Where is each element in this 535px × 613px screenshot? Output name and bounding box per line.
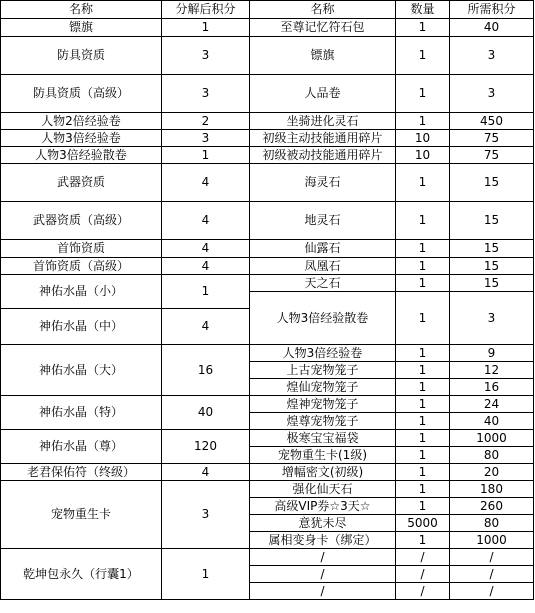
table-row [1,549,534,566]
right-item-qty: 1 [396,37,450,75]
table-row [1,481,534,498]
left-item-name: 首饰资质 [1,240,162,258]
right-item-qty: 10 [396,147,450,164]
table-row [1,345,534,362]
left-item-points: 3 [162,75,250,113]
right-item-points: 15 [450,202,534,240]
right-item-qty: / [396,583,450,600]
right-item-qty: 1 [396,396,450,413]
left-item-points: 4 [162,240,250,258]
table-row [1,240,534,258]
left-item-points: 4 [162,202,250,240]
left-item-points: 1 [162,147,250,164]
table-row [1,430,534,447]
table-row [1,19,534,37]
left-item-points: 3 [162,37,250,75]
right-item-qty: 1 [396,240,450,258]
right-item-name: 坐骑进化灵石 [250,113,396,130]
right-item-points: 16 [450,379,534,396]
right-item-name: / [250,566,396,583]
right-item-qty: 1 [396,202,450,240]
right-item-points: / [450,566,534,583]
left-item-points: 4 [162,464,250,481]
left-item-name: 乾坤包永久（行囊1） [1,549,162,600]
header-left-name: 名称 [1,1,162,19]
right-item-points: 450 [450,113,534,130]
header-right-name: 名称 [250,1,396,19]
right-item-name: 人品卷 [250,75,396,113]
right-item-points: 40 [450,19,534,37]
left-item-points: 2 [162,113,250,130]
left-item-name: 老君保佑符（终级） [1,464,162,481]
left-item-name: 镖旗 [1,19,162,37]
right-item-points: 40 [450,413,534,430]
right-item-qty: 1 [396,275,450,292]
right-item-name: 地灵石 [250,202,396,240]
left-item-name: 神佑水晶（特） [1,396,162,430]
table-row [1,396,534,413]
left-item-name: 宠物重生卡 [1,481,162,549]
left-item-name: 神佑水晶（小） [1,275,162,309]
right-item-name: 强化仙天石 [250,481,396,498]
right-item-qty: 1 [396,532,450,549]
right-item-name: 上古宠物笼子 [250,362,396,379]
left-item-name: 首饰资质（高级） [1,258,162,275]
left-item-name: 人物3倍经验散卷 [1,147,162,164]
right-item-name: 仙露石 [250,240,396,258]
right-item-name: 至尊记忆符石包 [250,19,396,37]
right-item-points: 15 [450,258,534,275]
right-item-name: 镖旗 [250,37,396,75]
right-item-qty: 1 [396,362,450,379]
right-item-points: 9 [450,345,534,362]
right-item-qty: 1 [396,447,450,464]
left-item-points: 3 [162,481,250,549]
table-row [1,164,534,202]
right-item-qty: 1 [396,345,450,362]
right-item-name: 意犹未尽 [250,515,396,532]
right-item-points: 15 [450,240,534,258]
left-item-points: 40 [162,396,250,430]
right-item-qty: 1 [396,258,450,275]
right-item-points: 1000 [450,532,534,549]
table-row [1,113,534,130]
right-item-name: / [250,549,396,566]
right-item-points: 12 [450,362,534,379]
right-item-qty: 5000 [396,515,450,532]
left-item-name: 神佑水晶（尊） [1,430,162,464]
left-item-name: 人物3倍经验卷 [1,130,162,147]
right-item-points: 3 [450,292,534,345]
left-item-points: 4 [162,164,250,202]
right-item-name: 初级被动技能通用碎片 [250,147,396,164]
right-item-qty: 1 [396,481,450,498]
right-item-name: 海灵石 [250,164,396,202]
right-item-qty: 1 [396,75,450,113]
right-item-name: 天之石 [250,275,396,292]
left-item-name: 防具资质 [1,37,162,75]
right-item-name: 初级主动技能通用碎片 [250,130,396,147]
right-item-qty: 1 [396,413,450,430]
right-item-qty: 1 [396,113,450,130]
left-item-points: 3 [162,130,250,147]
left-item-name: 神佑水晶（大） [1,345,162,396]
header-right-qty: 数量 [396,1,450,19]
header-left-points: 分解后积分 [162,1,250,19]
right-item-name: / [250,583,396,600]
right-item-name: 煌仙宠物笼子 [250,379,396,396]
right-item-points: / [450,549,534,566]
right-item-name: 高级VIP券☆3天☆ [250,498,396,515]
table-row [1,130,534,147]
header-right-points: 所需积分 [450,1,534,19]
table-row [1,258,534,275]
right-item-points: 3 [450,37,534,75]
right-item-qty: 1 [396,164,450,202]
left-item-name: 武器资质 [1,164,162,202]
right-item-points: 24 [450,396,534,413]
left-item-points: 1 [162,549,250,600]
right-item-qty: 1 [396,19,450,37]
table-row [1,37,534,75]
right-item-points: 15 [450,164,534,202]
header-row [1,1,534,19]
right-item-qty: / [396,566,450,583]
left-item-name: 神佑水晶（中） [1,309,162,345]
right-item-qty: / [396,549,450,566]
left-item-points: 120 [162,430,250,464]
right-item-points: 75 [450,130,534,147]
right-item-name: 属相变身卡（绑定） [250,532,396,549]
right-item-name: 人物3倍经验散卷 [250,292,396,345]
left-item-points: 1 [162,19,250,37]
left-item-name: 防具资质（高级） [1,75,162,113]
right-item-name: 宠物重生卡(1级) [250,447,396,464]
right-item-points: 75 [450,147,534,164]
right-item-name: 凤凰石 [250,258,396,275]
right-item-points: 80 [450,515,534,532]
right-item-name: 煌尊宠物笼子 [250,413,396,430]
left-item-name: 武器资质（高级） [1,202,162,240]
table-row [1,275,534,292]
right-item-qty: 1 [396,464,450,481]
right-item-qty: 1 [396,430,450,447]
right-item-qty: 1 [396,292,450,345]
table-row [1,202,534,240]
left-item-points: 4 [162,258,250,275]
right-item-points: 15 [450,275,534,292]
table-row [1,147,534,164]
right-item-points: 20 [450,464,534,481]
table-row [1,464,534,481]
right-item-name: 增幅密文(初级) [250,464,396,481]
right-item-points: 1000 [450,430,534,447]
right-item-qty: 10 [396,130,450,147]
left-item-points: 16 [162,345,250,396]
right-item-points: 80 [450,447,534,464]
right-item-name: 人物3倍经验卷 [250,345,396,362]
left-item-points: 1 [162,275,250,309]
right-item-points: / [450,583,534,600]
right-item-points: 260 [450,498,534,515]
right-item-qty: 1 [396,379,450,396]
right-item-qty: 1 [396,498,450,515]
right-item-name: 煌神宠物笼子 [250,396,396,413]
right-item-name: 极寒宝宝福袋 [250,430,396,447]
table-row [1,75,534,113]
right-item-points: 180 [450,481,534,498]
left-item-name: 人物2倍经验卷 [1,113,162,130]
right-item-points: 3 [450,75,534,113]
left-item-points: 4 [162,309,250,345]
